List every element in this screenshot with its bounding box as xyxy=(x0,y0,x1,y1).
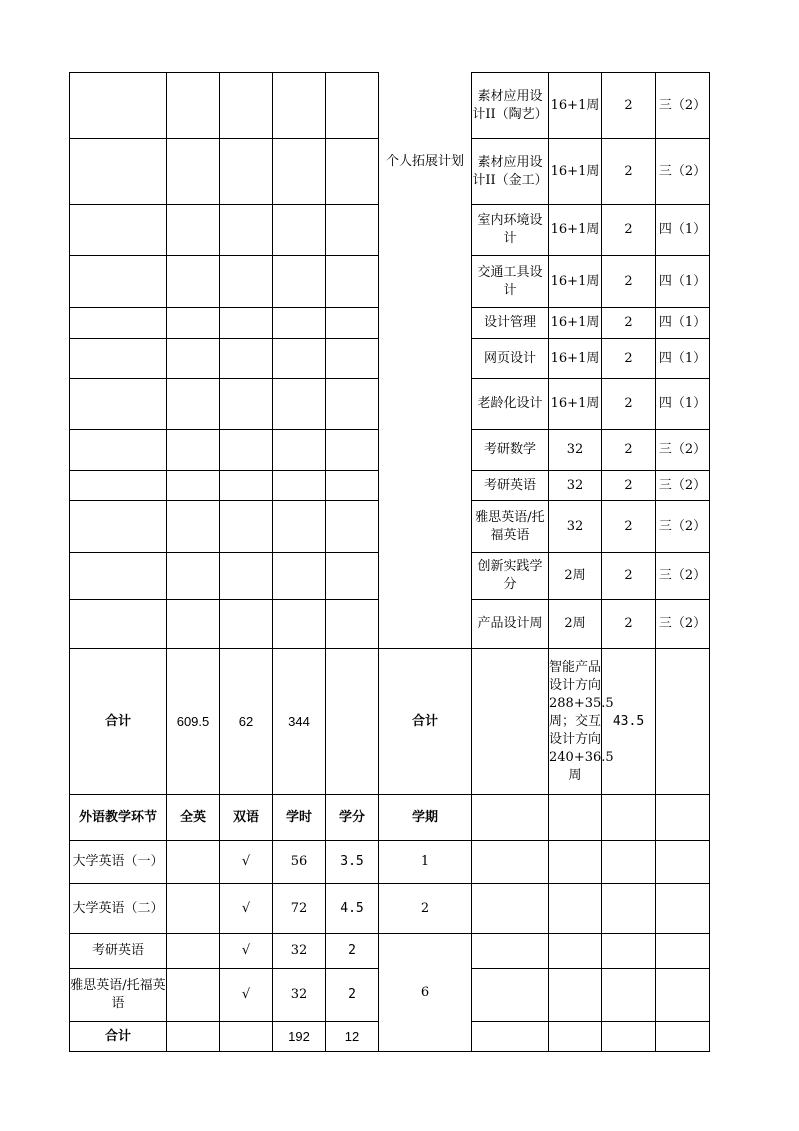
course-hours: 16+1周 xyxy=(549,379,602,430)
foreign-total-hours: 192 xyxy=(273,1022,326,1052)
course-semester: 四（1） xyxy=(656,379,710,430)
course-credit: 2 xyxy=(602,256,656,308)
course-semester: 三（2） xyxy=(656,430,710,471)
foreign-total-label: 合计 xyxy=(70,1022,167,1052)
course-name: 产品设计周 xyxy=(472,600,549,649)
foreign-bilingual-check: √ xyxy=(220,841,273,884)
foreign-credit: 2 xyxy=(326,969,379,1022)
foreign-header-row xyxy=(70,795,710,841)
course-hours: 16+1周 xyxy=(549,139,602,205)
foreign-row xyxy=(70,841,710,884)
course-credit: 2 xyxy=(602,205,656,256)
course-hours: 2周 xyxy=(549,553,602,600)
course-name: 素材应用设计II（金工） xyxy=(472,139,549,205)
course-hours: 16+1周 xyxy=(549,308,602,339)
course-name: 交通工具设计 xyxy=(472,256,549,308)
foreign-credit: 3.5 xyxy=(326,841,379,884)
course-name: 老龄化设计 xyxy=(472,379,549,430)
course-name: 考研英语 xyxy=(472,471,549,501)
foreign-shared-semester: 6 xyxy=(379,934,472,1052)
course-hours: 16+1周 xyxy=(549,205,602,256)
foreign-hours: 32 xyxy=(273,969,326,1022)
foreign-row xyxy=(70,884,710,934)
foreign-header-bilingual: 双语 xyxy=(220,795,273,841)
course-name: 创新实践学分 xyxy=(472,553,549,600)
course-semester: 四（1） xyxy=(656,205,710,256)
personal-plan-label: 个人拓展计划 xyxy=(379,73,472,649)
foreign-total-credit: 12 xyxy=(326,1022,379,1052)
total-credit: 43.5 xyxy=(602,649,656,795)
table-row xyxy=(70,73,710,139)
course-credit: 2 xyxy=(602,501,656,553)
foreign-semester: 1 xyxy=(379,841,472,884)
course-semester: 三（2） xyxy=(656,471,710,501)
course-credit: 2 xyxy=(602,471,656,501)
foreign-header-section: 外语教学环节 xyxy=(70,795,167,841)
course-name: 素材应用设计II（陶艺） xyxy=(472,73,549,139)
foreign-hours: 72 xyxy=(273,884,326,934)
course-credit: 2 xyxy=(602,73,656,139)
course-credit: 2 xyxy=(602,139,656,205)
course-credit: 2 xyxy=(602,339,656,379)
foreign-bilingual-check: √ xyxy=(220,884,273,934)
foreign-row xyxy=(70,934,710,969)
course-hours: 16+1周 xyxy=(549,73,602,139)
foreign-course-name: 考研英语 xyxy=(70,934,167,969)
course-name: 雅思英语/托福英语 xyxy=(472,501,549,553)
foreign-hours: 32 xyxy=(273,934,326,969)
course-semester: 三（2） xyxy=(656,139,710,205)
course-hours: 32 xyxy=(549,501,602,553)
course-semester: 四（1） xyxy=(656,256,710,308)
total-value-3: 344 xyxy=(273,649,326,795)
course-hours: 32 xyxy=(549,471,602,501)
foreign-header-hours: 学时 xyxy=(273,795,326,841)
total-row xyxy=(70,649,710,795)
foreign-credit: 4.5 xyxy=(326,884,379,934)
foreign-course-name: 雅思英语/托福英语 xyxy=(70,969,167,1022)
course-hours: 32 xyxy=(549,430,602,471)
total-value-2: 62 xyxy=(220,649,273,795)
curriculum-table xyxy=(69,72,710,1052)
total-label-right: 合计 xyxy=(379,649,472,795)
course-name: 设计管理 xyxy=(472,308,549,339)
course-semester: 三（2） xyxy=(656,553,710,600)
foreign-header-full-english: 全英 xyxy=(167,795,220,841)
foreign-course-name: 大学英语（一） xyxy=(70,841,167,884)
course-semester: 四（1） xyxy=(656,308,710,339)
course-semester: 四（1） xyxy=(656,339,710,379)
foreign-semester: 2 xyxy=(379,884,472,934)
foreign-bilingual-check: √ xyxy=(220,934,273,969)
course-name: 室内环境设计 xyxy=(472,205,549,256)
foreign-bilingual-check: √ xyxy=(220,969,273,1022)
total-label-left: 合计 xyxy=(70,649,167,795)
total-value-1: 609.5 xyxy=(167,649,220,795)
course-hours: 16+1周 xyxy=(549,256,602,308)
course-credit: 2 xyxy=(602,553,656,600)
foreign-header-credit: 学分 xyxy=(326,795,379,841)
course-hours: 2周 xyxy=(549,600,602,649)
course-name: 网页设计 xyxy=(472,339,549,379)
foreign-header-semester: 学期 xyxy=(379,795,472,841)
total-hours-note: 智能产品设计方向288+35.5周；交互设计方向240+36.5周 xyxy=(549,649,602,795)
course-credit: 2 xyxy=(602,600,656,649)
foreign-hours: 56 xyxy=(273,841,326,884)
course-credit: 2 xyxy=(602,308,656,339)
course-semester: 三（2） xyxy=(656,600,710,649)
course-semester: 三（2） xyxy=(656,73,710,139)
course-credit: 2 xyxy=(602,430,656,471)
course-credit: 2 xyxy=(602,379,656,430)
course-semester: 三（2） xyxy=(656,501,710,553)
course-name: 考研数学 xyxy=(472,430,549,471)
course-hours: 16+1周 xyxy=(549,339,602,379)
foreign-credit: 2 xyxy=(326,934,379,969)
foreign-course-name: 大学英语（二） xyxy=(70,884,167,934)
